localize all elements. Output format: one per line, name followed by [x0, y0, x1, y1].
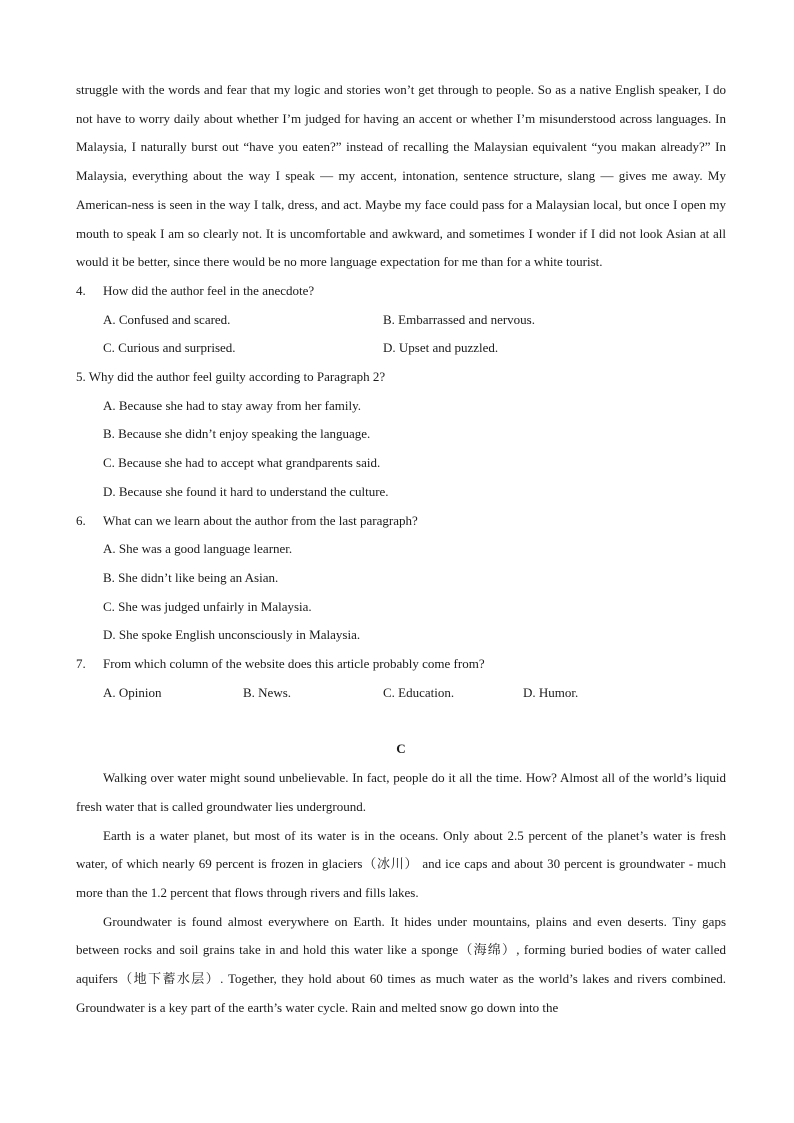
option-b: B. News.	[243, 684, 292, 700]
option-b: B. Because she didn’t enjoy speaking the language.	[103, 426, 371, 442]
option-d: D. Humor.	[523, 684, 579, 700]
section-title: C	[396, 741, 406, 757]
question-number: 7.	[76, 656, 86, 672]
option-c: C. She was judged unfairly in Malaysia.	[103, 598, 312, 614]
option-c: C. Education.	[383, 684, 455, 700]
option-d: D. Upset and puzzled.	[383, 340, 499, 356]
question-6	[76, 507, 726, 651]
option-a: A. Confused and scared.	[103, 311, 231, 327]
option-a: A. Opinion	[103, 684, 162, 700]
passage-b-paragraph: struggle with the words and fear that my logic and stories won’t get through to people. So as a native English speaker, I do not have to worry daily about whether I’m judged for having an accent or whether I’m misunderstood across languages. In Malaysia, I naturally burst out “have you eaten?” instead of recalling the Malaysian equivalent “you makan already?” In Malaysia, everything about the way I speak — my accent, intonation, sentence structure, slang — gives me away. My American-ness is seen in the way I talk, dress, and act. Maybe my face could pass for a Malaysian local, but once I open my mouth to speak I am so clearly not. It is uncomfortable and awkward, and sometimes I wonder if I did not look Asian at all would it be better, since there would be no more language expectation for me than for a white tourist.	[76, 82, 726, 270]
question-stem: What can we learn about the author from the last paragraph?	[103, 512, 418, 528]
option-a: A. She was a good language learner.	[103, 541, 293, 557]
option-c: C. Curious and surprised.	[103, 340, 236, 356]
question-4	[76, 277, 726, 363]
question-number: 6.	[76, 512, 86, 528]
document-page	[76, 76, 726, 1023]
option-b: B. Embarrassed and nervous.	[383, 311, 535, 327]
question-number: 4.	[76, 282, 86, 298]
option-b: B. She didn’t like being an Asian.	[103, 569, 279, 585]
option-a: A. Because she had to stay away from her family.	[103, 397, 361, 413]
option-c: C. Because she had to accept what grandparents said.	[103, 455, 381, 471]
question-stem: Why did the author feel guilty according to Paragraph 2?	[88, 369, 386, 385]
question-number: 5.	[76, 369, 86, 385]
question-stem: From which column of the website does this article probably come from?	[103, 656, 485, 672]
option-d: D. Because she found it hard to understand the culture.	[103, 483, 389, 499]
section-c-paragraph-2: Earth is a water planet, but most of its water is in the oceans. Only about 2.5 percent of the planet’s water is fresh water, of which nearly 69 percent is frozen in glaciers（冰川） and ice caps and about 30 percent is groundwater - much more than the 1.2 percent that flows through rivers and fills lakes.	[76, 827, 726, 900]
section-c-paragraph-3: Groundwater is found almost everywhere on Earth. It hides under mountains, plains and even deserts. Tiny gaps between rocks and soil grains take in and hold this water like a sponge（海绵）, forming buried bodies of water called aquifers（地下蓄水层）. Together, they hold about 60 times as much water as the world’s lakes and rivers combined. Groundwater is a key part of the earth’s water cycle. Rain and melted snow go down into the	[76, 913, 726, 1015]
option-d: D. She spoke English unconsciously in Malaysia.	[103, 627, 361, 643]
question-stem: How did the author feel in the anecdote?	[103, 282, 315, 298]
question-5	[76, 363, 726, 507]
section-c-paragraph-1: Walking over water might sound unbelievable. In fact, people do it all the time. How? Almost all of the world’s liquid fresh water that is called groundwater lies underground.	[76, 770, 726, 814]
question-7	[76, 650, 726, 707]
